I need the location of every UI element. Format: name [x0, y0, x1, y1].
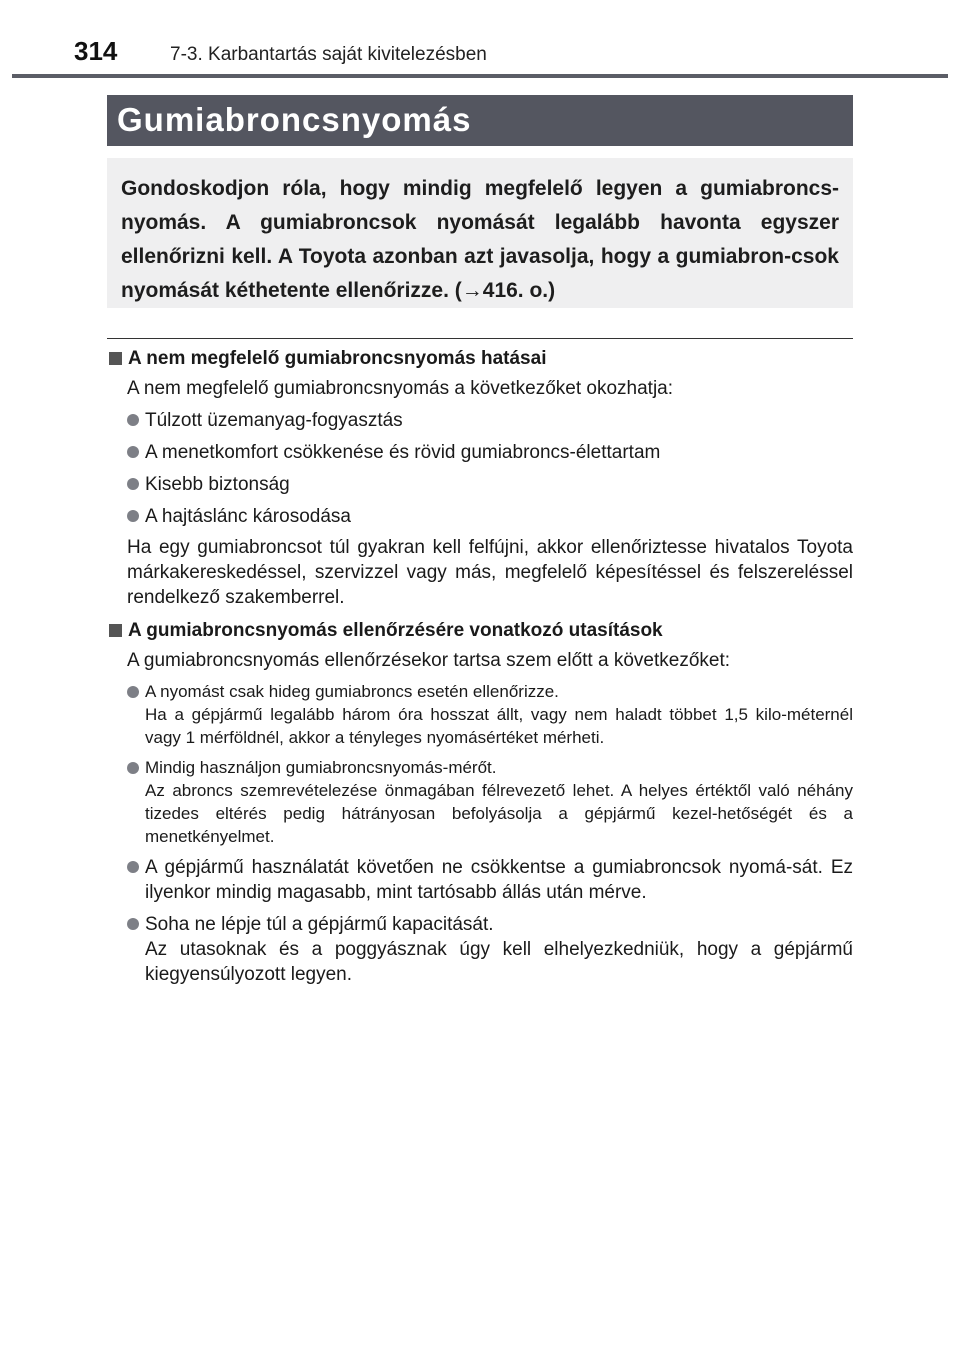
list-item-detail: Ha a gépjármű legalább három óra hosszat állt, vagy nem haladt többet 1,5 kilo-méternél vagy 1 mérföldnél, akkor a tényleges nyomásértéket mérheti. — [145, 705, 853, 747]
list-item-main: Soha ne lépje túl a gépjármű kapacitását. — [145, 914, 494, 935]
circle-bullet-icon — [127, 918, 139, 930]
paragraph: Ha egy gumiabroncsot túl gyakran kell felfújni, akkor ellenőriztesse hivatalos Toyota márkakereskedéssel, szervizzel vagy más, megfelelő képesítéssel és felszereléssel rendelkező szakemberrel. — [127, 537, 853, 608]
circle-bullet-icon — [127, 446, 139, 458]
circle-bullet-icon — [127, 510, 139, 522]
list-item-text — [145, 756, 853, 848]
list-item-text: A menetkomfort csökkenése és rövid gumiabroncs-élettartam — [145, 442, 661, 463]
paragraph: A gumiabroncsnyomás ellenőrzésekor tartsa szem előtt a következőket: — [127, 650, 731, 671]
list-item-main: Mindig használjon gumiabroncsnyomás-mérőt. — [145, 758, 497, 777]
list-item-detail: Az abroncs szemrevételezése önmagában félrevezető lehet. A helyes értéktől való néhány tizedes eltérés pedig hátrányosan befolyásolja a gépjármű kezel-hetőségét és a menetkényelmet. — [145, 781, 853, 846]
paragraph: A nem megfelelő gumiabroncsnyomás a következőket okozhatja: — [127, 378, 674, 399]
list-item-text — [145, 680, 853, 749]
list-item — [107, 408, 853, 433]
content-body — [107, 346, 853, 987]
list-item — [107, 855, 853, 905]
section-divider — [107, 338, 853, 339]
circle-bullet-icon — [127, 686, 139, 698]
square-bullet-icon — [109, 352, 122, 365]
list-item-detail: Az utasoknak és a poggyásznak úgy kell elhelyezkedniük, hogy a gépjármű kiegyensúlyozott legyen. — [145, 939, 853, 985]
subsection-heading — [107, 618, 853, 644]
subsection-heading — [107, 346, 853, 372]
list-item — [107, 756, 853, 848]
circle-bullet-icon — [127, 414, 139, 426]
page-number: 314 — [74, 36, 118, 66]
list-item — [107, 440, 853, 465]
list-item — [107, 912, 853, 987]
list-item-main: A nyomást csak hideg gumiabroncs esetén ellenőrizze. — [145, 682, 559, 701]
list-item-text: Kisebb biztonság — [145, 474, 290, 495]
heading-text: A gumiabroncsnyomás ellenőrzésére vonatkozó utasítások — [128, 620, 663, 641]
list-item-text: A gépjármű használatát követően ne csökkentse a gumiabroncsok nyomá-sát. Ez ilyenkor mindig magasabb, mint tartósabb állás után mérve. — [145, 857, 853, 903]
circle-bullet-icon — [127, 861, 139, 873]
list-item-text: A hajtáslánc károsodása — [145, 506, 351, 527]
list-item — [107, 680, 853, 749]
list-item-text: Túlzott üzemanyag-fogyasztás — [145, 410, 403, 431]
list-item — [107, 504, 853, 529]
intro-text: Gondoskodjon róla, hogy mindig megfelelő legyen a gumiabroncs-nyomás. A gumiabroncsok nyomását legalább havonta egyszer ellenőrizni kell. A Toyota azonban azt javasolja, hogy a gumiabron-csok nyomását kéthetente ellenőrizze. (→416. o.) — [121, 177, 839, 302]
header-divider — [12, 74, 948, 78]
square-bullet-icon — [109, 624, 122, 637]
chapter-title: 7-3. Karbantartás saját kivitelezésben — [170, 44, 487, 65]
list-item — [107, 472, 853, 497]
page-header — [0, 0, 960, 80]
section-title: Gumiabroncsnyomás — [117, 101, 472, 138]
circle-bullet-icon — [127, 478, 139, 490]
section-title-bar — [107, 95, 853, 146]
heading-text: A nem megfelelő gumiabroncsnyomás hatásai — [128, 348, 547, 369]
circle-bullet-icon — [127, 762, 139, 774]
list-item-text — [145, 912, 853, 987]
intro-box — [107, 158, 853, 308]
